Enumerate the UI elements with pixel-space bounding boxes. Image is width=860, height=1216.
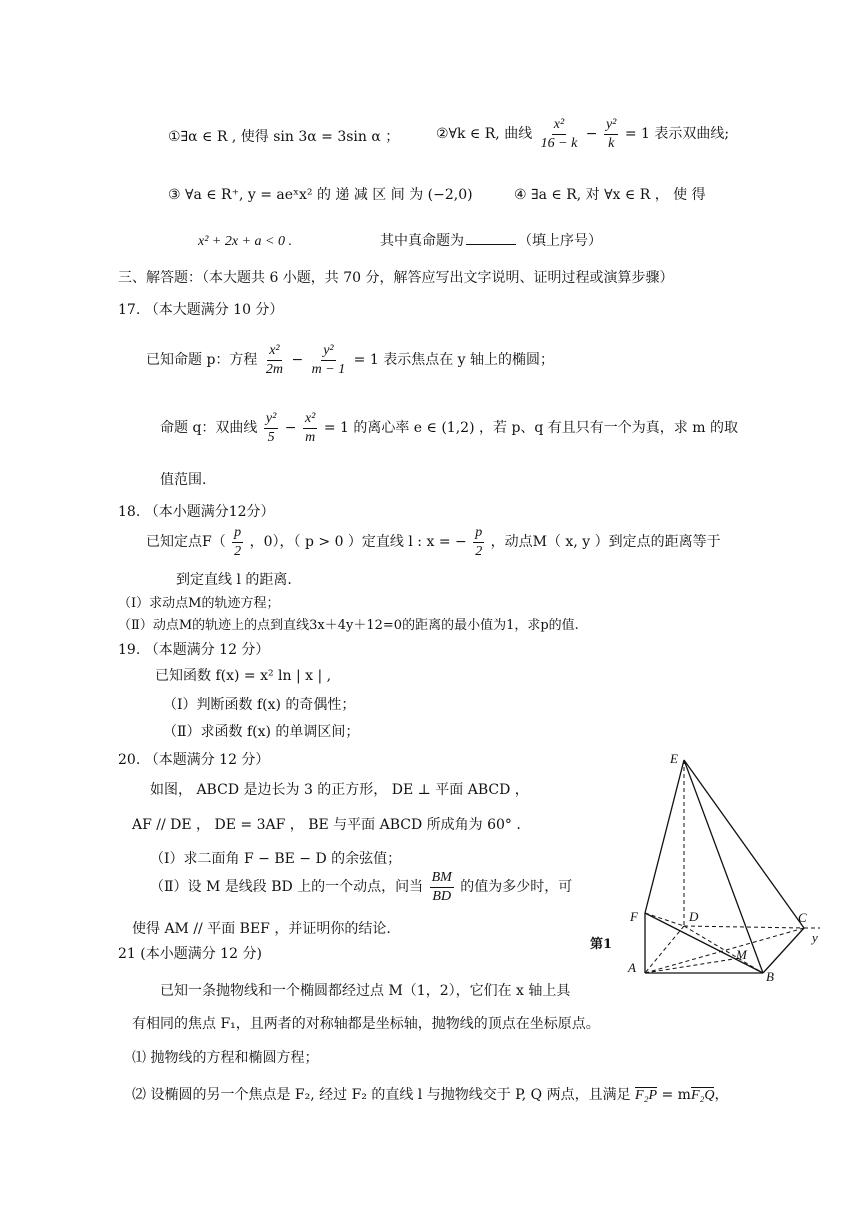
label-B: B [766, 969, 774, 984]
problem-21-line1: 已知一条抛物线和一个椭圆都经过点 M（1，2），它们在 x 轴上具 [160, 983, 571, 999]
problem-21-part-2: ⑵ 设椭圆的另一个焦点是 F₂, 经过 F₂ 的直线 l 与抛物线交于 P, Q 两点，且满足 F₂P = mF₂Q， [132, 1087, 729, 1103]
problem-19-header: 19. （本题满分 12 分） [118, 642, 270, 658]
answer-prompt: 其中真命题为 （填上序号） [380, 233, 602, 249]
fraction: $\frac{p}{2}$ [234, 525, 242, 559]
label-D: D [689, 909, 699, 924]
problem-20-header: 20. （本题满分 12 分） [118, 752, 270, 768]
problem-17-p: 已知命题 p：方程 $\frac{\text{x²}}{2m}$ − $\frac{\text{y²}}{m - 1}$ = 1 表示焦点在 y 轴上的椭圆； [146, 343, 555, 377]
section-header: 三、解答题：（本大题共 6 小题，共 70 分，解答应写出文字说明、证明过程或演算步骤） [118, 270, 674, 286]
problem-20-part-ii-cont: 使得 AM // 平面 BEF ，并证明你的结论. [132, 921, 391, 937]
fraction: $\frac{\text{x²}}{16 - k}$ [540, 117, 578, 151]
problem-21-line2: 有相同的焦点 F₁，且两者的对称轴都是坐标轴，抛物线的顶点在坐标原点。 [132, 1016, 600, 1032]
problem-18-header: 18. （本小题满分12分） [118, 504, 275, 520]
fraction: $\frac{BM}{BD}$ [431, 870, 452, 904]
figure-caption: 第1 [590, 937, 613, 952]
problem-18-line2: 到定直线 l 的距离. [176, 572, 292, 588]
label-F: F [630, 909, 638, 924]
label-A: A [628, 960, 636, 975]
fraction: $\frac{\text{y²}}{5}$ [265, 411, 277, 445]
problem-19-part-ii: （Ⅱ）求函数 f(x) 的单调区间； [163, 724, 360, 740]
problem-20-part-ii: （Ⅱ）设 M 是线段 BD 上的一个动点，问当 $\frac{BM}{BD}$ 的值为多少时，可 [150, 870, 573, 904]
problem-20-part-i: （Ⅰ）求二面角 F − BE − D 的余弦值； [150, 851, 402, 867]
inequality: x² + 2x + a < 0 . [198, 234, 292, 249]
problem-18-line1: 已知定点F（ $\frac{p}{2}$ ，0），（ p > 0 ）定直线 l : x = − $\frac{p}{2}$ ，动点M（ x, y ）到定点的距离等于 [146, 525, 721, 559]
problem-18-part-i: （Ⅰ）求动点M的轨迹方程； [118, 596, 280, 611]
problem-21-part-1: ⑴ 抛物线的方程和椭圆方程； [132, 1050, 319, 1066]
fraction: $\frac{p}{2}$ [475, 525, 483, 559]
problem-19-part-i: （Ⅰ）判断函数 f(x) 的奇偶性； [163, 697, 356, 713]
problem-20-line2: AF // DE ， DE = 3AF ， BE 与平面 ABCD 所成角为 60° . [132, 817, 521, 833]
problem-18-part-ii: （Ⅱ）动点M的轨迹上的点到直线3x＋4y＋12=0的距离的最小值为1，求p的值. [118, 618, 579, 633]
label-y: y [812, 930, 818, 945]
label-C: C [798, 910, 807, 925]
problem-17-header: 17. （本大题满分 10 分） [118, 302, 284, 318]
fraction: $\frac{\text{x²}}{m}$ [304, 411, 316, 445]
problem-17-tail: 值范围. [160, 472, 207, 488]
geometry-figure [580, 745, 825, 985]
fraction: $\frac{\text{x²}}{2m}$ [265, 343, 283, 377]
fraction: $\frac{\text{y²}}{k}$ [605, 117, 617, 151]
problem-19-line1: 已知函数 f(x) = x² ln | x | , [155, 668, 332, 684]
problem-17-q: 命题 q：双曲线 $\frac{\text{y²}}{5}$ − $\frac{\text{x²}}{m}$ = 1 的离心率 e ∈ (1,2) ，若 p、q 有且只有一个为真，求 m 的取 [160, 411, 738, 445]
problem-20-line1: 如图， ABCD 是边长为 3 的正方形， DE ⊥ 平面 ABCD ， [150, 782, 529, 798]
label-M: M [736, 947, 747, 962]
answer-blank [466, 244, 516, 245]
stmt-4: ④ ∃a ∈ R, 对 ∀x ∈ R ， 使 得 [514, 187, 706, 203]
problem-21-header: 21 (本小题满分 12 分) [118, 946, 262, 962]
stmt-2: ②∀k ∈ R, 曲线 $\frac{\text{x²}}{16 - k}$ − $\frac{\text{y²}}{k}$ = 1 表示双曲线; [436, 117, 730, 151]
stmt-1: ①∃α ∈ R , 使得 sin 3α = 3sin α ； [168, 129, 400, 145]
label-E: E [670, 751, 678, 766]
fraction: $\frac{\text{y²}}{m - 1}$ [311, 343, 346, 377]
stmt-3: ③ ∀a ∈ R⁺, y = aeˣx² 的 递 减 区 间 为 (−2,0) [168, 187, 473, 203]
